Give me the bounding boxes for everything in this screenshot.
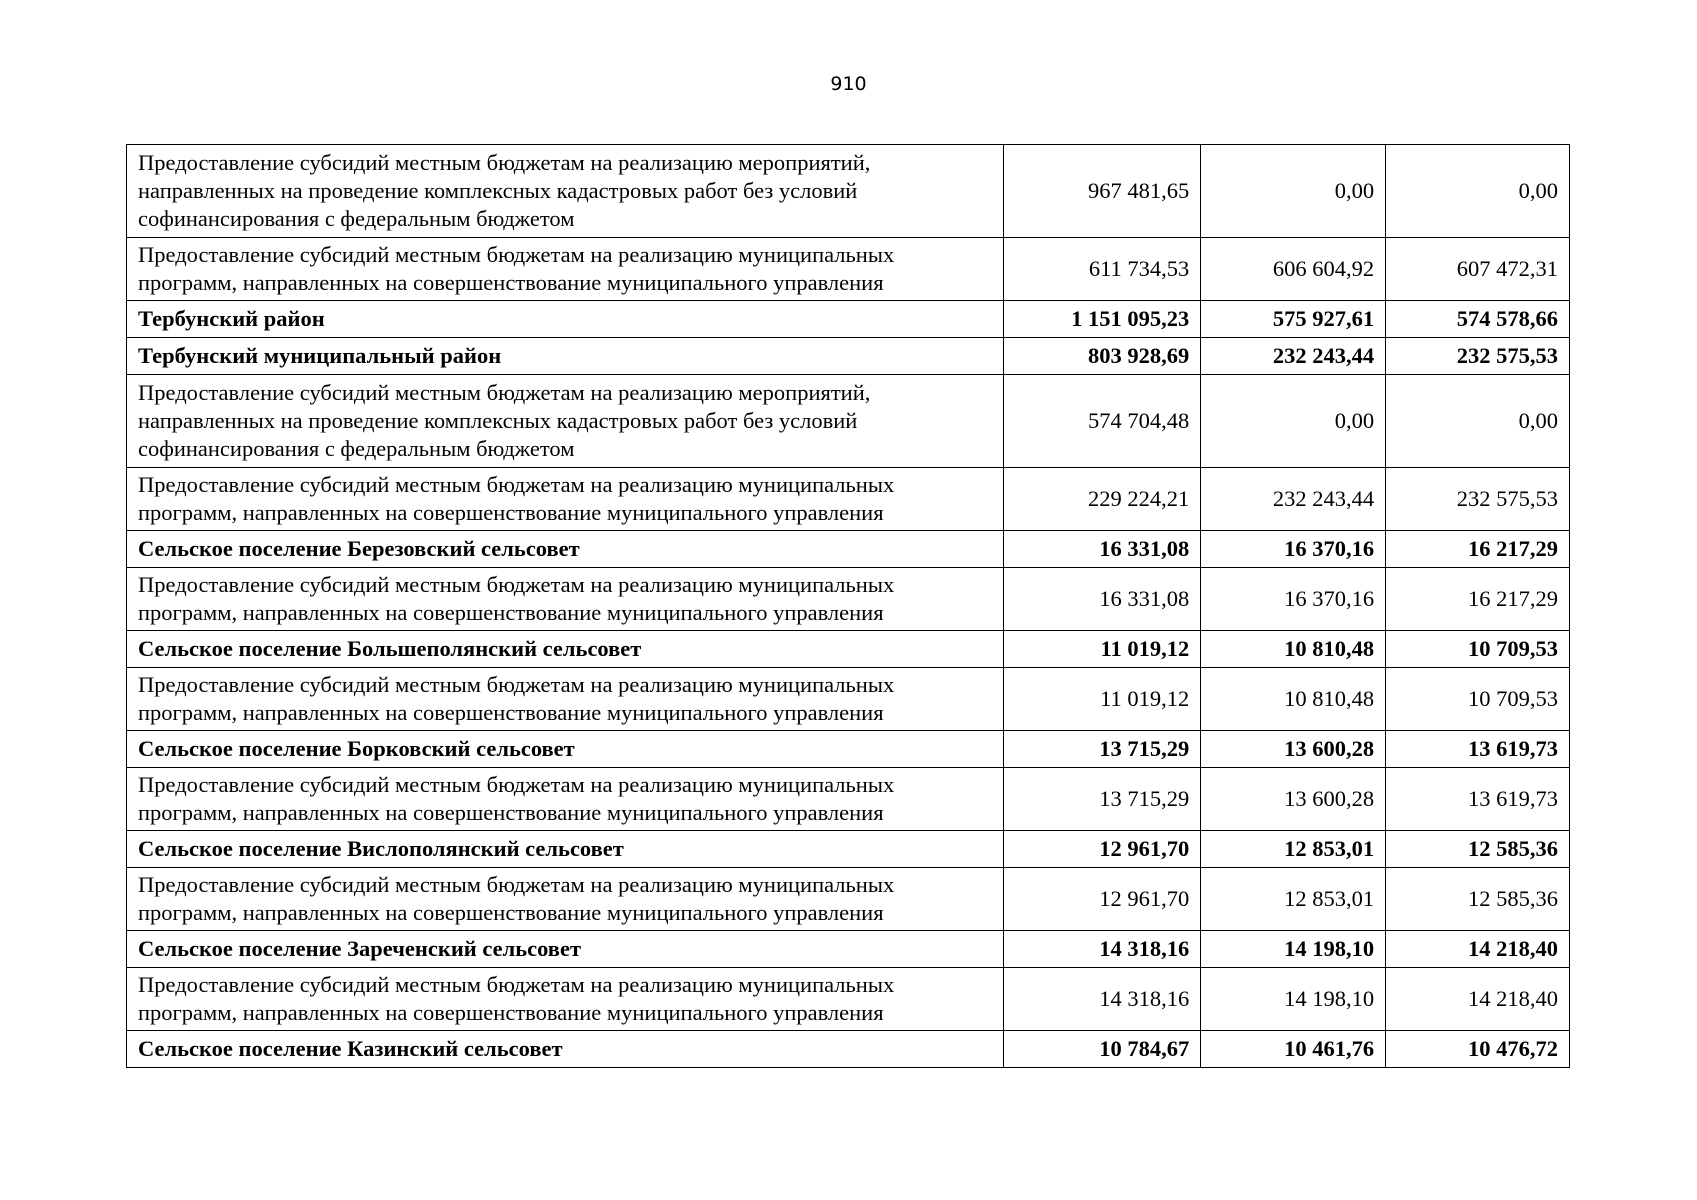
value-cell-2: 14 198,10	[1201, 931, 1386, 968]
row-heading: Тербунский муниципальный район	[127, 338, 1004, 375]
subtotal-row	[127, 1031, 1570, 1068]
table-row	[127, 768, 1570, 831]
value-cell-2: 0,00	[1201, 375, 1386, 468]
value-cell-1: 10 784,67	[1004, 1031, 1201, 1068]
row-description: Предоставление субсидий местным бюджетам на реализацию мероприятий, направленных на проведение комплексных кадастровых работ без условий софинансирования с федеральным бюджетом	[127, 145, 1004, 238]
row-description: Предоставление субсидий местным бюджетам на реализацию муниципальных программ, направленных на совершенствование муниципального управления	[127, 768, 1004, 831]
row-description: Предоставление субсидий местным бюджетам на реализацию муниципальных программ, направленных на совершенствование муниципального управления	[127, 568, 1004, 631]
value-cell-3: 607 472,31	[1386, 238, 1570, 301]
value-cell-2: 14 198,10	[1201, 968, 1386, 1031]
subtotal-row	[127, 338, 1570, 375]
row-description: Предоставление субсидий местным бюджетам на реализацию мероприятий, направленных на проведение комплексных кадастровых работ без условий софинансирования с федеральным бюджетом	[127, 375, 1004, 468]
table-row	[127, 868, 1570, 931]
value-cell-2: 232 243,44	[1201, 338, 1386, 375]
subtotal-row	[127, 531, 1570, 568]
value-cell-3: 0,00	[1386, 145, 1570, 238]
value-cell-3: 14 218,40	[1386, 931, 1570, 968]
value-cell-2: 12 853,01	[1201, 868, 1386, 931]
value-cell-3: 232 575,53	[1386, 338, 1570, 375]
subtotal-row	[127, 301, 1570, 338]
row-heading: Сельское поселение Большеполянский сельсовет	[127, 631, 1004, 668]
table-row	[127, 668, 1570, 731]
value-cell-3: 0,00	[1386, 375, 1570, 468]
row-description: Предоставление субсидий местным бюджетам на реализацию муниципальных программ, направленных на совершенствование муниципального управления	[127, 238, 1004, 301]
subtotal-row	[127, 931, 1570, 968]
value-cell-1: 13 715,29	[1004, 768, 1201, 831]
value-cell-1: 574 704,48	[1004, 375, 1201, 468]
value-cell-2: 13 600,28	[1201, 731, 1386, 768]
value-cell-2: 10 810,48	[1201, 668, 1386, 731]
value-cell-1: 16 331,08	[1004, 568, 1201, 631]
value-cell-3: 574 578,66	[1386, 301, 1570, 338]
value-cell-1: 803 928,69	[1004, 338, 1201, 375]
row-heading: Сельское поселение Борковский сельсовет	[127, 731, 1004, 768]
table-row	[127, 468, 1570, 531]
value-cell-2: 575 927,61	[1201, 301, 1386, 338]
table-row	[127, 145, 1570, 238]
value-cell-1: 11 019,12	[1004, 668, 1201, 731]
budget-table	[126, 144, 1570, 1068]
value-cell-1: 1 151 095,23	[1004, 301, 1201, 338]
row-heading: Тербунский район	[127, 301, 1004, 338]
value-cell-2: 0,00	[1201, 145, 1386, 238]
value-cell-1: 12 961,70	[1004, 831, 1201, 868]
value-cell-1: 967 481,65	[1004, 145, 1201, 238]
value-cell-3: 10 709,53	[1386, 631, 1570, 668]
row-heading: Сельское поселение Зареченский сельсовет	[127, 931, 1004, 968]
subtotal-row	[127, 831, 1570, 868]
row-heading: Сельское поселение Вислополянский сельсовет	[127, 831, 1004, 868]
value-cell-3: 14 218,40	[1386, 968, 1570, 1031]
value-cell-3: 13 619,73	[1386, 768, 1570, 831]
table-row	[127, 568, 1570, 631]
subtotal-row	[127, 631, 1570, 668]
value-cell-3: 16 217,29	[1386, 568, 1570, 631]
value-cell-3: 10 709,53	[1386, 668, 1570, 731]
value-cell-2: 606 604,92	[1201, 238, 1386, 301]
value-cell-3: 10 476,72	[1386, 1031, 1570, 1068]
value-cell-3: 232 575,53	[1386, 468, 1570, 531]
value-cell-2: 13 600,28	[1201, 768, 1386, 831]
value-cell-1: 14 318,16	[1004, 931, 1201, 968]
table-row	[127, 375, 1570, 468]
value-cell-1: 611 734,53	[1004, 238, 1201, 301]
table-row	[127, 968, 1570, 1031]
value-cell-2: 10 810,48	[1201, 631, 1386, 668]
subtotal-row	[127, 731, 1570, 768]
value-cell-3: 13 619,73	[1386, 731, 1570, 768]
value-cell-1: 12 961,70	[1004, 868, 1201, 931]
page-number: 910	[830, 73, 867, 95]
row-description: Предоставление субсидий местным бюджетам на реализацию муниципальных программ, направленных на совершенствование муниципального управления	[127, 868, 1004, 931]
row-description: Предоставление субсидий местным бюджетам на реализацию муниципальных программ, направленных на совершенствование муниципального управления	[127, 668, 1004, 731]
row-heading: Сельское поселение Березовский сельсовет	[127, 531, 1004, 568]
value-cell-1: 14 318,16	[1004, 968, 1201, 1031]
value-cell-1: 16 331,08	[1004, 531, 1201, 568]
row-description: Предоставление субсидий местным бюджетам на реализацию муниципальных программ, направленных на совершенствование муниципального управления	[127, 468, 1004, 531]
value-cell-3: 12 585,36	[1386, 868, 1570, 931]
value-cell-1: 229 224,21	[1004, 468, 1201, 531]
value-cell-2: 16 370,16	[1201, 531, 1386, 568]
value-cell-1: 13 715,29	[1004, 731, 1201, 768]
value-cell-2: 232 243,44	[1201, 468, 1386, 531]
table-body	[127, 145, 1570, 1068]
row-heading: Сельское поселение Казинский сельсовет	[127, 1031, 1004, 1068]
row-description: Предоставление субсидий местным бюджетам на реализацию муниципальных программ, направленных на совершенствование муниципального управления	[127, 968, 1004, 1031]
value-cell-2: 10 461,76	[1201, 1031, 1386, 1068]
value-cell-3: 16 217,29	[1386, 531, 1570, 568]
table-row	[127, 238, 1570, 301]
value-cell-1: 11 019,12	[1004, 631, 1201, 668]
value-cell-2: 12 853,01	[1201, 831, 1386, 868]
value-cell-2: 16 370,16	[1201, 568, 1386, 631]
value-cell-3: 12 585,36	[1386, 831, 1570, 868]
